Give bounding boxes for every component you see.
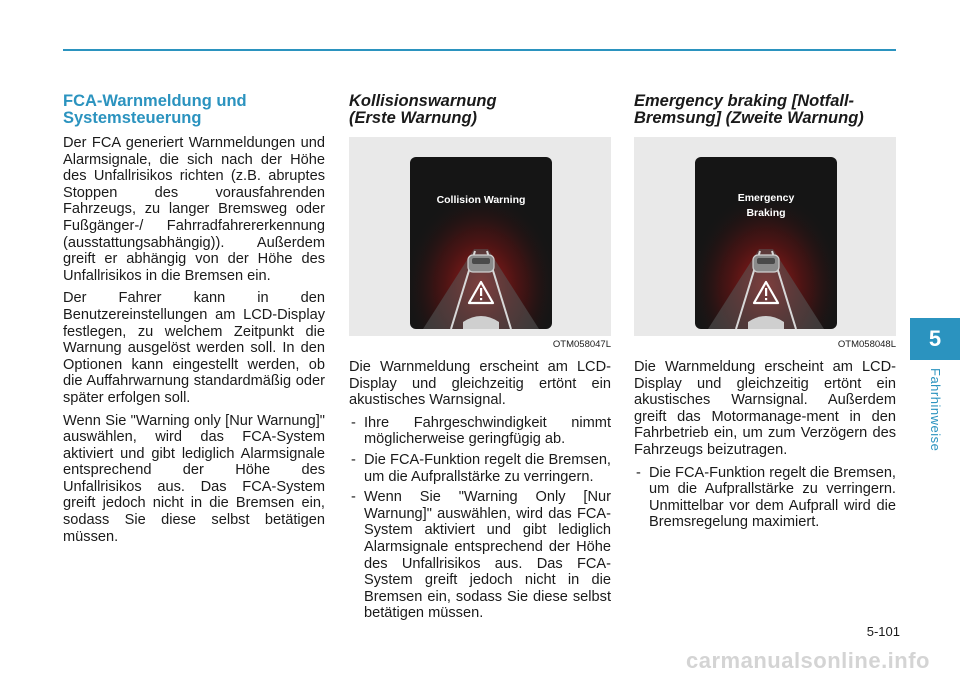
column-collision-warning (349, 93, 611, 626)
paragraph: Die Warnmeldung erscheint am LCD-Display und gleichzeitig ertönt ein akustisches Warnsignal. (349, 359, 611, 409)
heading-line: Kollisionswarnung (349, 92, 497, 110)
display-text: Braking (746, 207, 786, 219)
column-fca-warnings (63, 93, 325, 551)
top-rule (63, 49, 896, 51)
list-item: - Die FCA-Funktion regelt die Bremsen, um die Aufprallstärke zu verringern. Unmittelbar vor dem Aufprall wird die Bremsregelung maximiert. (634, 465, 896, 531)
heading-line: Emergency braking [Notfall- (634, 92, 855, 110)
display-text: Emergency (737, 192, 795, 204)
page-number: 5-101 (866, 624, 900, 639)
section-heading (634, 93, 896, 127)
list-item: - Wenn Sie "Warning Only [Nur Warnung]" auswählen, wird das FCA-System aktiviert und gibt lediglich Alarmsignale entsprechend der Höhe des Unfallrisikos aus. Das FCA-System greift jedoch nicht in die Bremsen ein, sodass Sie diese selbst betätigen müssen. (349, 489, 611, 622)
figure-frame (349, 137, 611, 336)
bullet-list (634, 465, 896, 531)
watermark: carmanualsonline.info (686, 648, 930, 673)
paragraph: Der Fahrer kann in den Benutzereinstellungen am LCD-Display festlegen, zu welchem Zeitpunkt die Warnung ausgelöst werden soll. In den Optionen kann eingestellt werden, ob die Auffahrwarnung standardmäßig oder später erfolgen soll. (63, 290, 325, 406)
section-heading: FCA-Warnmeldung und Systemsteuerung (63, 92, 247, 127)
paragraph: Wenn Sie "Warning only [Nur Warnung]" auswählen, wird das FCA-System aktiviert und gibt lediglich Alarmsignale entsprechend der Höhe des Unfallrisikos aus. Das FCA-System greift jedoch nicht in die Bremsen ein, sodass Sie diese selbst betätigen müssen. (63, 412, 325, 545)
list-item: - Die FCA-Funktion regelt die Bremsen, um die Aufprallstärke zu verringern. (349, 452, 611, 485)
paragraph: Der FCA generiert Warnmeldungen und Alarmsignale, die sich nach der Höhe des Unfallrisikos richten (z.B. abruptes Stoppen des vorausfahrenden Fahrzeugs, zu langer Bremsweg oder Fußgänger-/ Fahrradfahrererkennung (ausstattungsabhängig)). Außerdem greift er abhängig von der Höhe des Unfallrisikos in die Bremsen ein. (63, 135, 325, 284)
paragraph: Die Warnmeldung erscheint am LCD-Display und gleichzeitig ertönt ein akustisches Warnsignal. Außerdem greift das Motormanage-ment in den Fahrbetrieb ein, um zum Verzögern des Fahrzeugs beizutragen. (634, 359, 896, 458)
chapter-tab[interactable]: 5 (910, 318, 960, 360)
cluster-display-illustration (349, 137, 611, 336)
figure-caption: OTM058047L (552, 339, 611, 350)
heading-line: (Erste Warnung) (349, 109, 478, 127)
chapter-label: Fahrhinweise (928, 368, 943, 452)
lead-car-icon (753, 255, 779, 272)
bullet-list (349, 415, 611, 622)
figure-collision-warning (349, 137, 611, 351)
cluster-display-illustration (634, 137, 896, 336)
heading-line: Bremsung] (Zweite Warnung) (634, 109, 864, 127)
display-text: Collision Warning (436, 194, 526, 206)
figure-frame (634, 137, 896, 336)
figure-emergency-braking (634, 137, 896, 351)
figure-caption: OTM058048L (837, 339, 896, 350)
column-emergency-braking (634, 93, 896, 535)
section-heading (349, 93, 611, 127)
list-item: - Ihre Fahrgeschwindigkeit nimmt möglicherweise geringfügig ab. (349, 415, 611, 448)
lead-car-icon (468, 255, 494, 272)
